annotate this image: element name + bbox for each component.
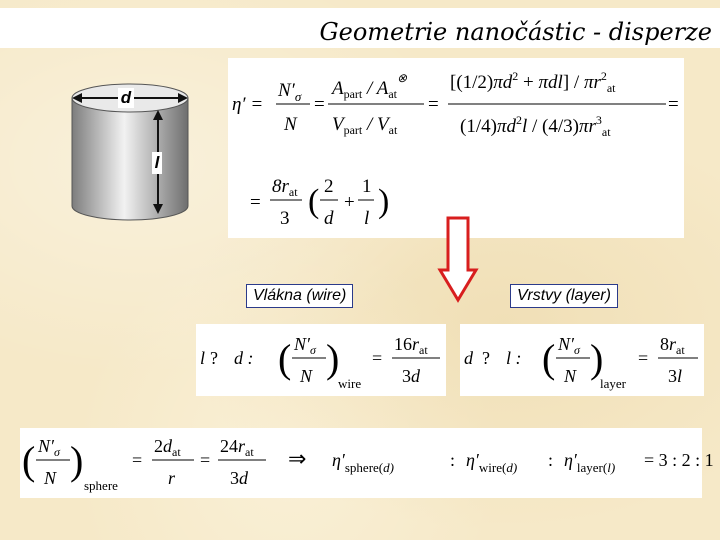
svg-text:wire: wire — [338, 376, 362, 391]
svg-text:N′σ: $N'_\sigma$ — [294, 334, 316, 357]
svg-text:r: r — [168, 468, 176, 488]
svg-text:(: ( — [308, 183, 320, 220]
layer-formula — [460, 324, 704, 396]
svg-text:): ) — [378, 183, 390, 220]
svg-text:(: ( — [278, 336, 292, 381]
svg-text:=: = — [428, 94, 439, 115]
main-formula — [228, 58, 684, 238]
sphere-formula — [20, 428, 714, 498]
wire-formula — [196, 324, 446, 396]
svg-text:=: = — [250, 192, 261, 213]
svg-text:=: = — [638, 348, 649, 368]
svg-text:8rat: $8r_{at}$ — [272, 176, 298, 199]
svg-text:η′sphere(d): $\eta'_{sphere(}d$) — [332, 450, 394, 475]
down-arrow — [438, 216, 478, 302]
svg-text:N: N — [300, 366, 313, 386]
svg-text:=: = — [668, 94, 679, 115]
svg-text:N: N — [284, 114, 297, 135]
svg-text:3: 3 — [280, 208, 290, 229]
svg-text:+: + — [344, 192, 355, 213]
diameter-label: d — [118, 88, 134, 108]
svg-text:=: = — [372, 348, 383, 368]
svg-text:η′wire(d): $\eta'_{wire(}d$) — [466, 450, 518, 475]
layer-formula-box — [460, 324, 704, 396]
svg-text:l: l — [200, 348, 206, 368]
svg-text:(: ( — [22, 438, 36, 483]
layer-label: Vrstvy (layer) — [510, 284, 618, 308]
svg-text:d :: d : — [234, 348, 254, 368]
svg-text:(: ( — [542, 336, 556, 381]
svg-text:(1/4)πd2l / (4/3)πr3at: $(1/4)\pi d^2l / (4/3)\pi r^3_{at}$ — [460, 113, 611, 139]
svg-text:N′σ: $N'_\sigma$ — [278, 80, 302, 104]
svg-text:= 3 : 2 : 1: = 3 : 2 : 1 — [644, 450, 714, 470]
svg-text:2dat: $2d_{at}$ — [154, 436, 181, 459]
svg-text:η′ =: η′ = — [232, 94, 264, 115]
svg-text:N: N — [564, 366, 577, 386]
main-formula-box — [228, 58, 684, 238]
svg-text:N′σ: $N'_\sigma$ — [38, 436, 60, 459]
svg-text:1: 1 — [362, 176, 372, 197]
cylinder-body — [72, 98, 188, 220]
svg-text:): ) — [590, 336, 604, 381]
svg-text:?: ? — [482, 348, 490, 368]
svg-text:[(1/2)πd2 + πdl] / πr2at: $[(1/2)\pi d^2 + \pi dl] / \pi r^2_{at}$ — [450, 69, 616, 95]
svg-text:d: d — [464, 348, 473, 368]
svg-text::: : — [450, 450, 456, 470]
svg-text:3d: 3d — [402, 366, 420, 386]
page-title: Geometrie nanočástic - disperze — [319, 18, 712, 46]
svg-text:d: d — [324, 208, 334, 229]
svg-text:=: = — [132, 450, 143, 470]
svg-text:N′σ: $N'_\sigma$ — [558, 334, 580, 357]
sphere-formula-box — [20, 428, 714, 498]
svg-text:⇒: ⇒ — [288, 446, 307, 471]
svg-text:=: = — [200, 450, 211, 470]
svg-text:3d: 3d — [230, 468, 248, 488]
svg-text:=: = — [314, 94, 325, 115]
svg-text:Apart / Aat⊗: $A_{part} / A_{at}^\otimes$ — [332, 71, 408, 101]
svg-text:Vpart / Vat: $V_{part} / V_{at}$ — [332, 114, 398, 137]
svg-text:l :: l : — [506, 348, 522, 368]
svg-text:): ) — [70, 438, 84, 483]
svg-text:?: ? — [210, 348, 218, 368]
svg-text:sphere: sphere — [84, 478, 118, 493]
svg-text:3l: 3l — [668, 366, 683, 386]
svg-text::: : — [548, 450, 554, 470]
wire-formula-box — [196, 324, 446, 396]
wire-label: Vlákna (wire) — [246, 284, 353, 308]
svg-text:16rat: $16r_{at}$ — [394, 334, 428, 357]
svg-text:8rat: $8r_{at}$ — [660, 334, 685, 357]
svg-text:l: l — [364, 208, 370, 229]
svg-text:2: 2 — [324, 176, 334, 197]
svg-text:η′layer(l): $\eta'_{layer(}l$) — [564, 450, 616, 475]
svg-text:24rat: $24r_{at}$ — [220, 436, 254, 459]
svg-text:layer: layer — [600, 376, 626, 391]
svg-text:): ) — [326, 336, 340, 381]
svg-text:N: N — [44, 468, 57, 488]
length-label: l — [152, 152, 162, 174]
title-bar — [0, 8, 720, 48]
